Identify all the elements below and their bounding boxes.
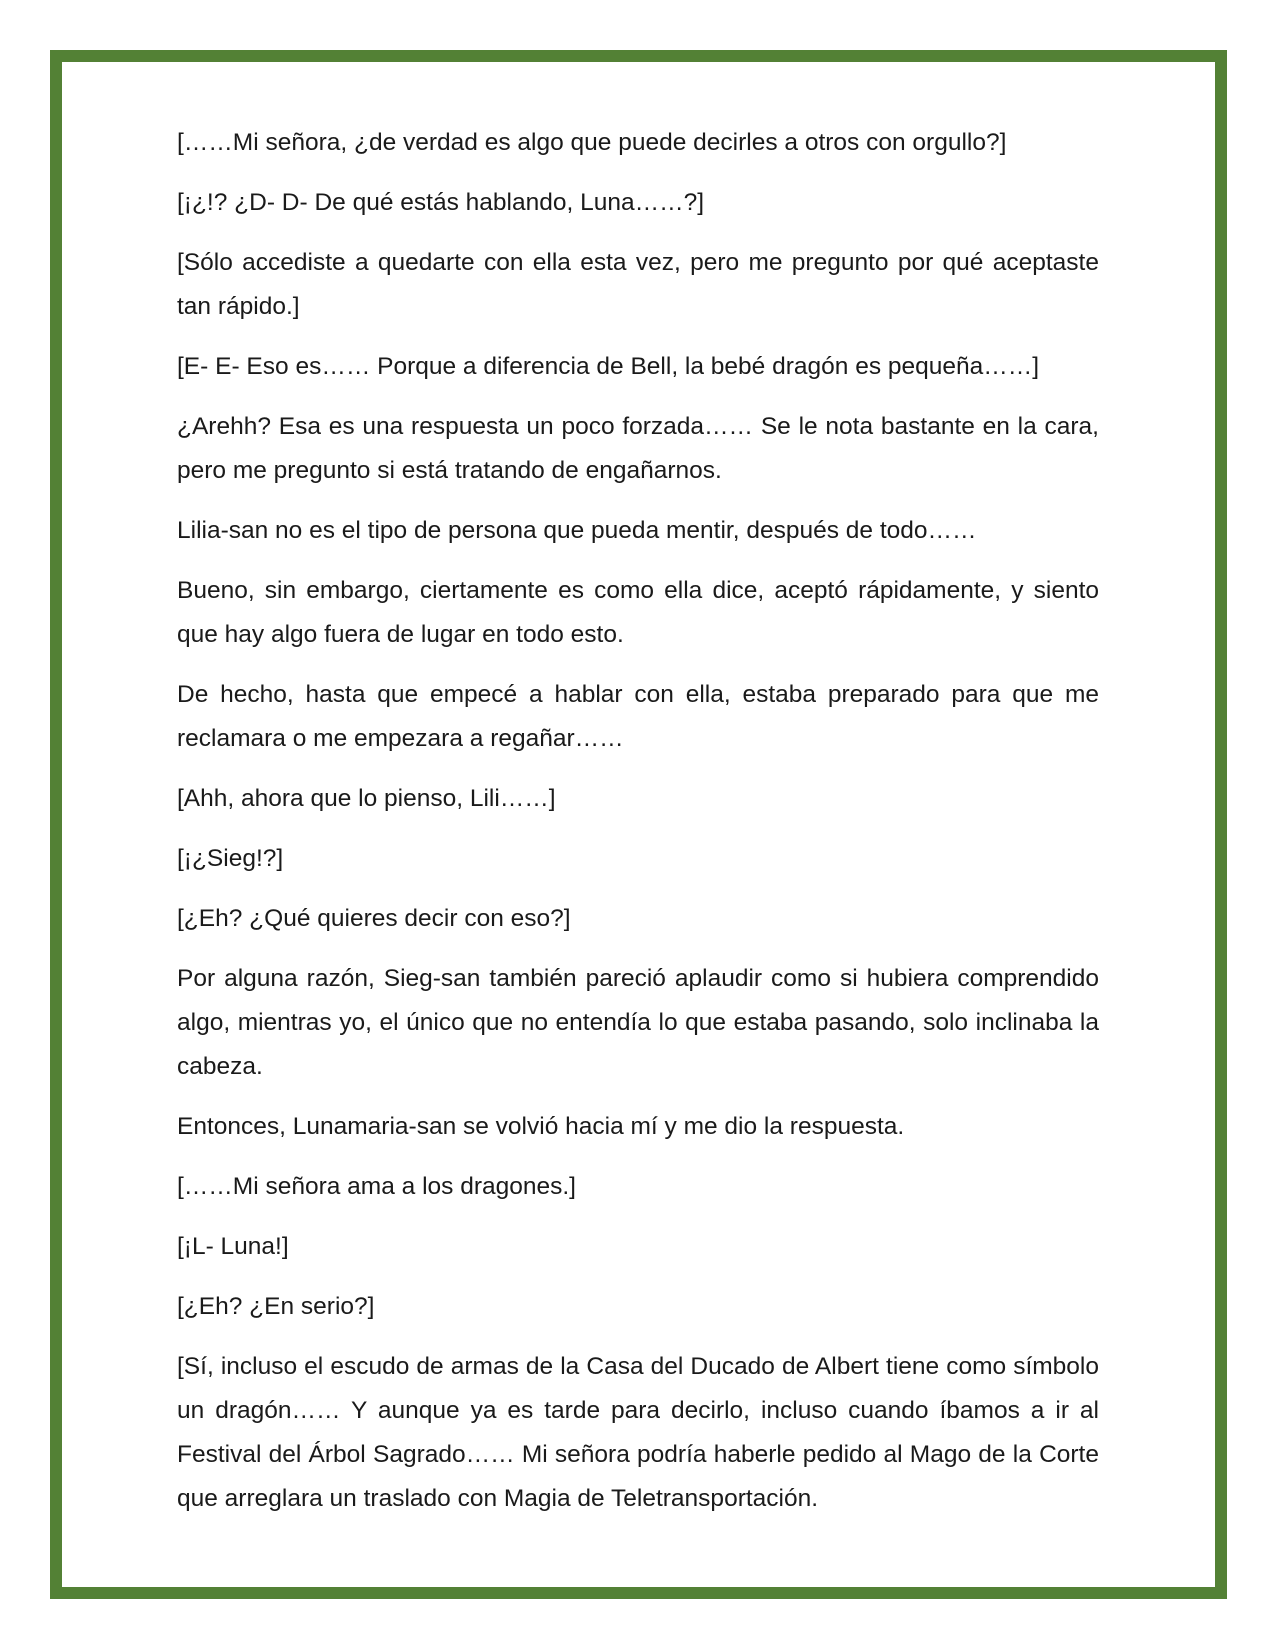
paragraph: Por alguna razón, Sieg-san también pareció aplaudir como si hubiera comprendido algo, mientras yo, el único que no entendía lo que estaba pasando, solo inclinaba la cabeza. xyxy=(177,965,1099,1080)
paragraph: Lilia-san no es el tipo de persona que pueda mentir, después de todo…… xyxy=(177,517,977,544)
paragraph: [Ahh, ahora que lo pienso, Lili……] xyxy=(177,785,556,812)
paragraph: ¿Arehh? Esa es una respuesta un poco forzada…… Se le nota bastante en la cara, pero me pregunto si está tratando de engañarnos. xyxy=(177,413,1099,484)
paragraph: [Sólo accediste a quedarte con ella esta vez, pero me pregunto por qué aceptaste tan rápido.] xyxy=(177,249,1099,320)
paragraph: [¡¿Sieg!?] xyxy=(177,845,284,872)
paragraph: [Sí, incluso el escudo de armas de la Casa del Ducado de Albert tiene como símbolo un dragón…… Y aunque ya es tarde para decirlo, incluso cuando íbamos a ir al Festival del Árbol Sagrado…… Mi señora podría haberle pedido al Mago de la Corte que arreglara un traslado con Magia de Teletransportación. xyxy=(177,1353,1099,1512)
paragraph: [……Mi señora, ¿de verdad es algo que puede decirles a otros con orgullo?] xyxy=(177,129,1007,156)
paragraph: [……Mi señora ama a los dragones.] xyxy=(177,1173,576,1200)
paragraph: [E- E- Eso es…… Porque a diferencia de Bell, la bebé dragón es pequeña……] xyxy=(177,353,1040,380)
paragraph: Bueno, sin embargo, ciertamente es como ella dice, aceptó rápidamente, y siento que hay algo fuera de lugar en todo esto. xyxy=(177,577,1099,648)
paragraph: [¿Eh? ¿Qué quieres decir con eso?] xyxy=(177,905,571,932)
paragraph: [¡¿!? ¿D- D- De qué estás hablando, Luna……?] xyxy=(177,189,705,216)
document-body xyxy=(177,121,1099,1537)
paragraph: De hecho, hasta que empecé a hablar con ella, estaba preparado para que me reclamara o me empezara a regañar…… xyxy=(177,681,1099,752)
paragraph: [¿Eh? ¿En serio?] xyxy=(177,1293,375,1320)
paragraph: [¡L- Luna!] xyxy=(177,1233,289,1260)
paragraph: Entonces, Lunamaria-san se volvió hacia mí y me dio la respuesta. xyxy=(177,1113,905,1140)
